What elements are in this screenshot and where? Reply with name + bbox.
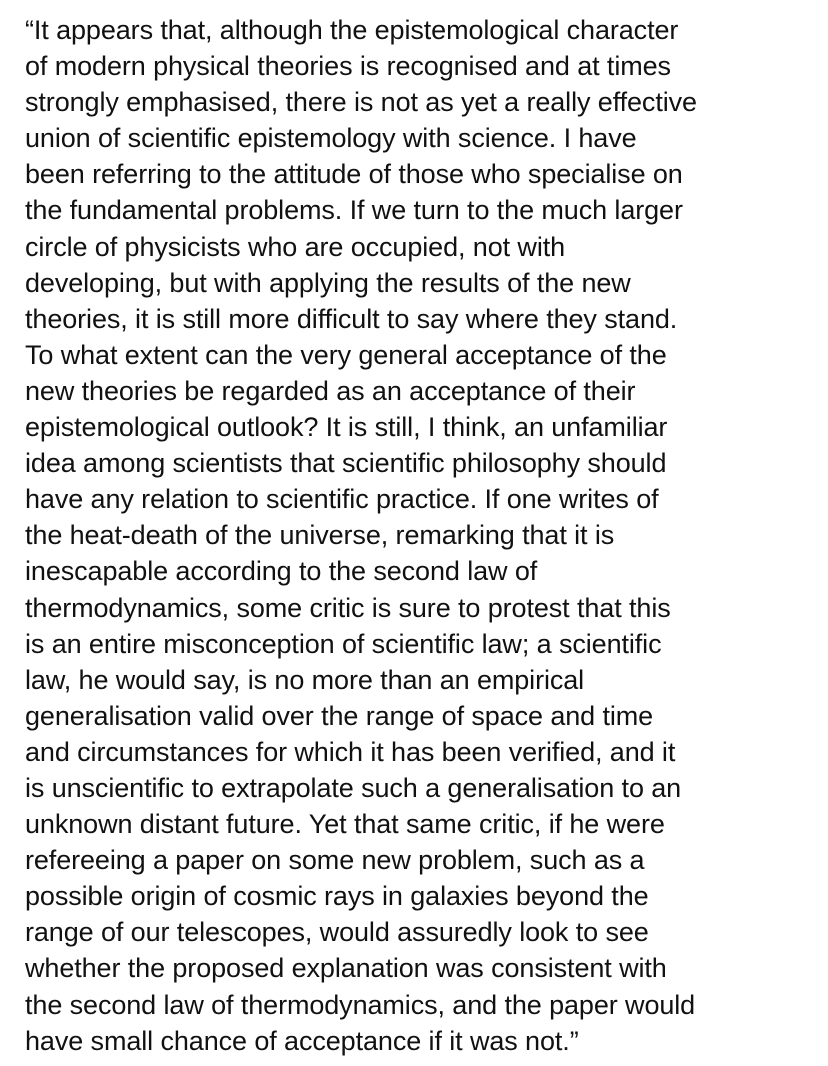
quote-line: thermodynamics, some critic is sure to protest that this — [25, 592, 671, 623]
quote-line: unknown distant future. Yet that same critic, if he were — [25, 809, 665, 840]
quote-line: of modern physical theories is recognised and at times — [25, 51, 671, 82]
quote-line: developing, but with applying the results of the new — [25, 267, 631, 298]
quote-line: been referring to the attitude of those who specialise on — [25, 159, 683, 190]
quote-line: have any relation to scientific practice. If one writes of — [25, 484, 659, 515]
quote-line: the second law of thermodynamics, and the paper would — [25, 989, 696, 1020]
quote-line: generalisation valid over the range of space and time — [25, 700, 654, 731]
quote-line: idea among scientists that scientific philosophy should — [25, 448, 667, 479]
quote-line: theories, it is still more difficult to say where they stand. — [25, 303, 678, 334]
quote-line: To what extent can the very general acceptance of the — [25, 339, 667, 370]
quote-line: refereeing a paper on some new problem, such as a — [25, 845, 645, 876]
quote-line: and circumstances for which it has been verified, and it — [25, 736, 676, 767]
quote-line: the fundamental problems. If we turn to the much larger — [25, 195, 683, 226]
quote-line: strongly emphasised, there is not as yet a really effective — [25, 87, 697, 118]
quote-line: is unscientific to extrapolate such a generalisation to an — [25, 772, 682, 803]
quote-text-block — [25, 12, 815, 1059]
quote-line: union of scientific epistemology with science. I have — [25, 123, 637, 154]
quote-line: inescapable according to the second law of — [25, 556, 538, 587]
quote-line: is an entire misconception of scientific law; a scientific — [25, 628, 662, 659]
quote-line: whether the proposed explanation was consistent with — [25, 953, 667, 984]
quote-line: epistemological outlook? It is still, I think, an unfamiliar — [25, 412, 668, 443]
quote-line: law, he would say, is no more than an empirical — [25, 664, 585, 695]
quote-line: possible origin of cosmic rays in galaxies beyond the — [25, 881, 649, 912]
quote-line: have small chance of acceptance if it was not.” — [25, 1025, 579, 1056]
quote-line: the heat-death of the universe, remarking that it is — [25, 520, 615, 551]
quote-line: range of our telescopes, would assuredly look to see — [25, 917, 649, 948]
quote-line: circle of physicists who are occupied, not with — [25, 231, 566, 262]
quote-line: new theories be regarded as an acceptance of their — [25, 375, 636, 406]
quote-line: “It appears that, although the epistemological character — [25, 15, 679, 45]
